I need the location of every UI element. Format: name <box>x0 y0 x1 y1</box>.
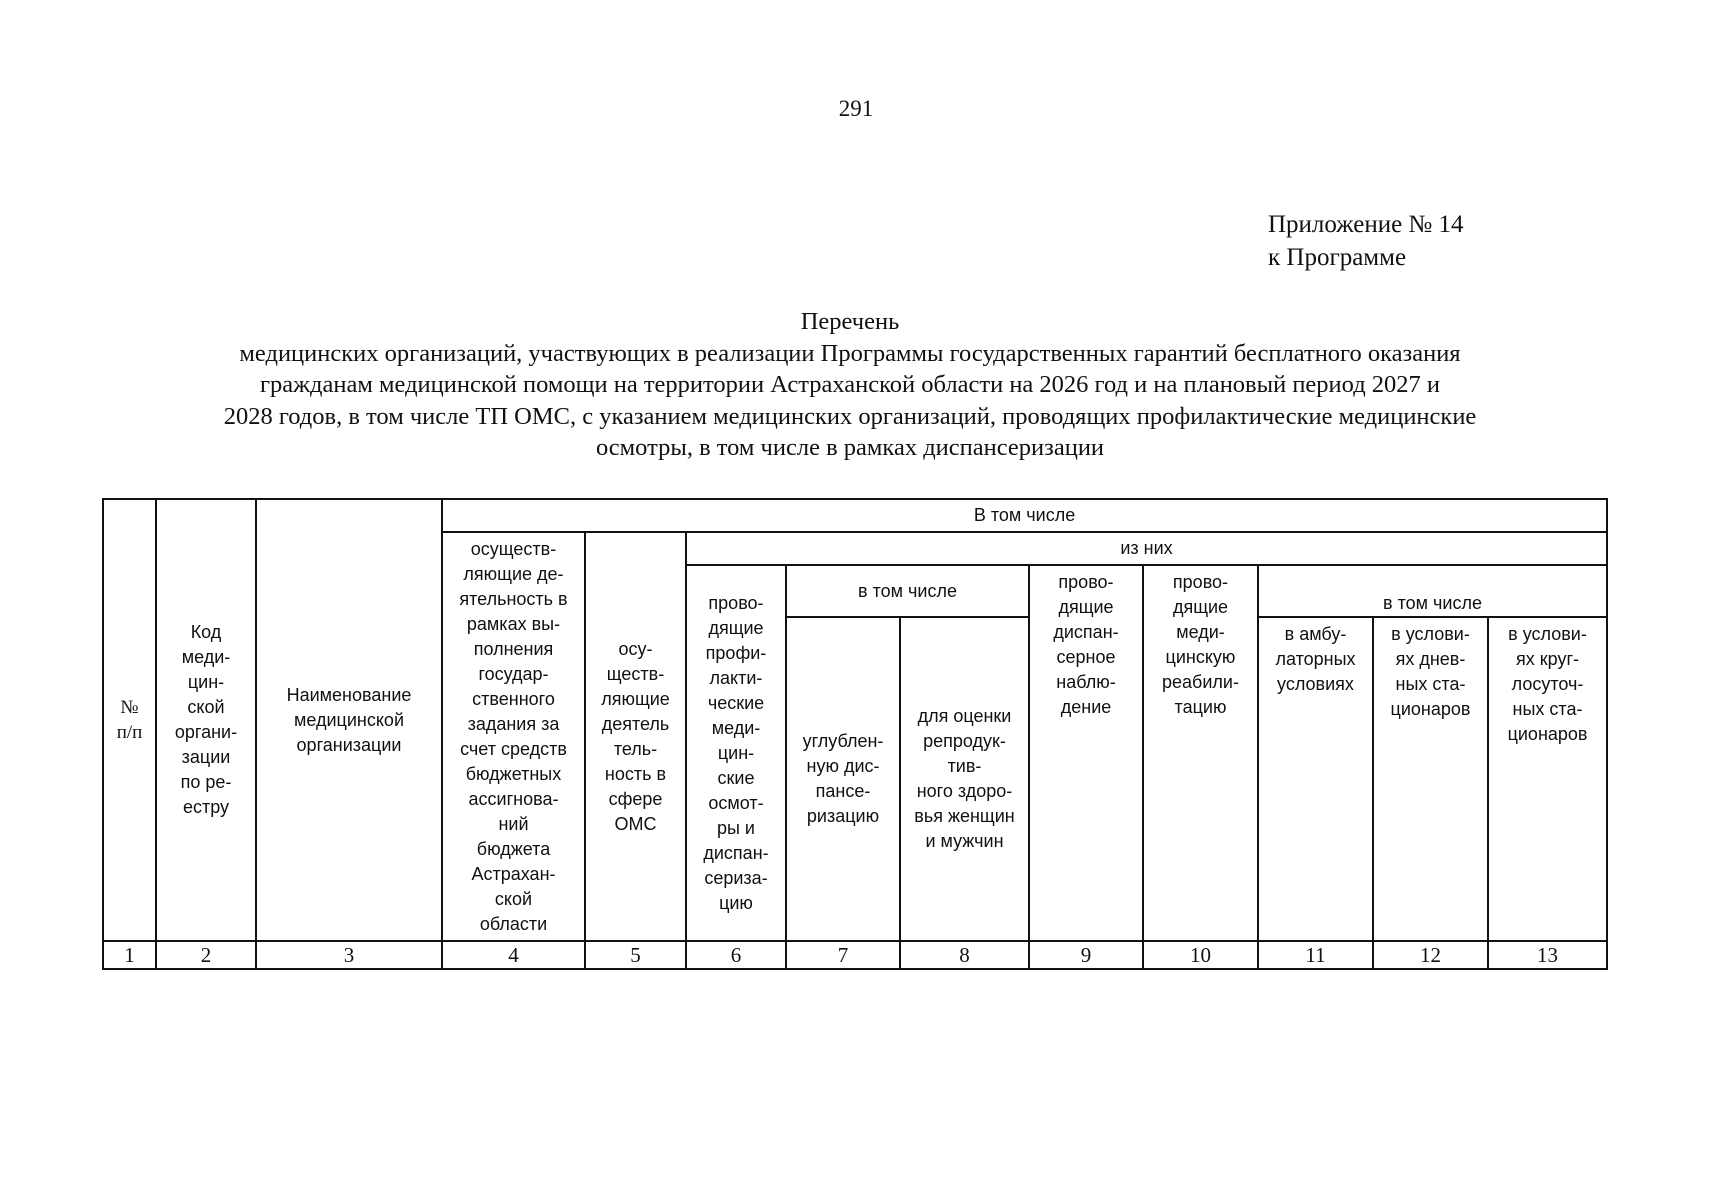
header-org-code: Код меди- цин- ской органи- зации по ре- естру <box>156 499 256 941</box>
header-in-depth: углублен- ную дис- пансе- ризацию <box>786 617 900 941</box>
title-line-5: осмотры, в том числе в рамках диспансеризации <box>595 434 1105 461</box>
header-including-3: в том числе <box>1258 565 1607 617</box>
appendix-label <box>1268 208 1464 274</box>
column-number-12: 12 <box>1373 941 1488 969</box>
header-day-hospital: в услови- ях днев- ных ста- ционаров <box>1373 617 1488 941</box>
appendix-line-1: Приложение № 14 <box>1268 211 1464 238</box>
header-of-them: из них <box>686 532 1607 565</box>
header-including-2: в том числе <box>786 565 1029 617</box>
header-num: № п/п <box>103 499 156 941</box>
header-org-name: Наименование медицинской организации <box>256 499 442 941</box>
header-budget: осуществ- ляющие де- ятельность в рамках вы- полнения государ- ственного задания за счет средств бюджетных ассигнова- ний бюджета Астрахан- ской области <box>442 532 585 941</box>
column-number-1: 1 <box>103 941 156 969</box>
title-line-3: гражданам медицинской помощи на территории Астраханской области на 2026 год и на плановый период 2027 и <box>259 371 1441 398</box>
title-line-1: Перечень <box>800 308 900 335</box>
organizations-table <box>102 498 1608 970</box>
page-number: 291 <box>838 96 874 121</box>
column-number-10: 10 <box>1143 941 1258 969</box>
header-outpatient: в амбу- латорных условиях <box>1258 617 1373 941</box>
column-number-7: 7 <box>786 941 900 969</box>
title-line-4: 2028 годов, в том числе ТП ОМС, с указанием медицинских организаций, проводящих профилактические медицинские <box>223 402 1477 430</box>
header-oms: осу- ществ- ляющие деятель тель- ность в сфере ОМС <box>585 532 686 941</box>
header-preventive: прово- дящие профи- лакти- ческие меди- цин- ские осмот- ры и диспан- сериза- цию <box>686 565 786 941</box>
column-number-2: 2 <box>156 941 256 969</box>
header-including: В том числе <box>442 499 1607 532</box>
column-number-11: 11 <box>1258 941 1373 969</box>
column-number-9: 9 <box>1029 941 1143 969</box>
column-number-8: 8 <box>900 941 1029 969</box>
column-number-13: 13 <box>1488 941 1607 969</box>
header-rehab: прово- дящие меди- цинскую реабили- тацию <box>1143 565 1258 941</box>
column-number-4: 4 <box>442 941 585 969</box>
title-line-2: медицинских организаций, участвующих в реализации Программы государственных гарантий бесплатного оказания <box>239 339 1461 367</box>
column-number-5: 5 <box>585 941 686 969</box>
appendix-line-2: к Программе <box>1268 244 1407 271</box>
document-title <box>100 306 1600 464</box>
header-reproductive: для оценки репродук- тив- ного здоро- вья женщин и мужчин <box>900 617 1029 941</box>
header-round-clock: в услови- ях круг- лосуточ- ных ста- ционаров <box>1488 617 1607 941</box>
header-dispensary: прово- дящие диспан- серное наблю- дение <box>1029 565 1143 941</box>
column-number-6: 6 <box>686 941 786 969</box>
column-number-3: 3 <box>256 941 442 969</box>
